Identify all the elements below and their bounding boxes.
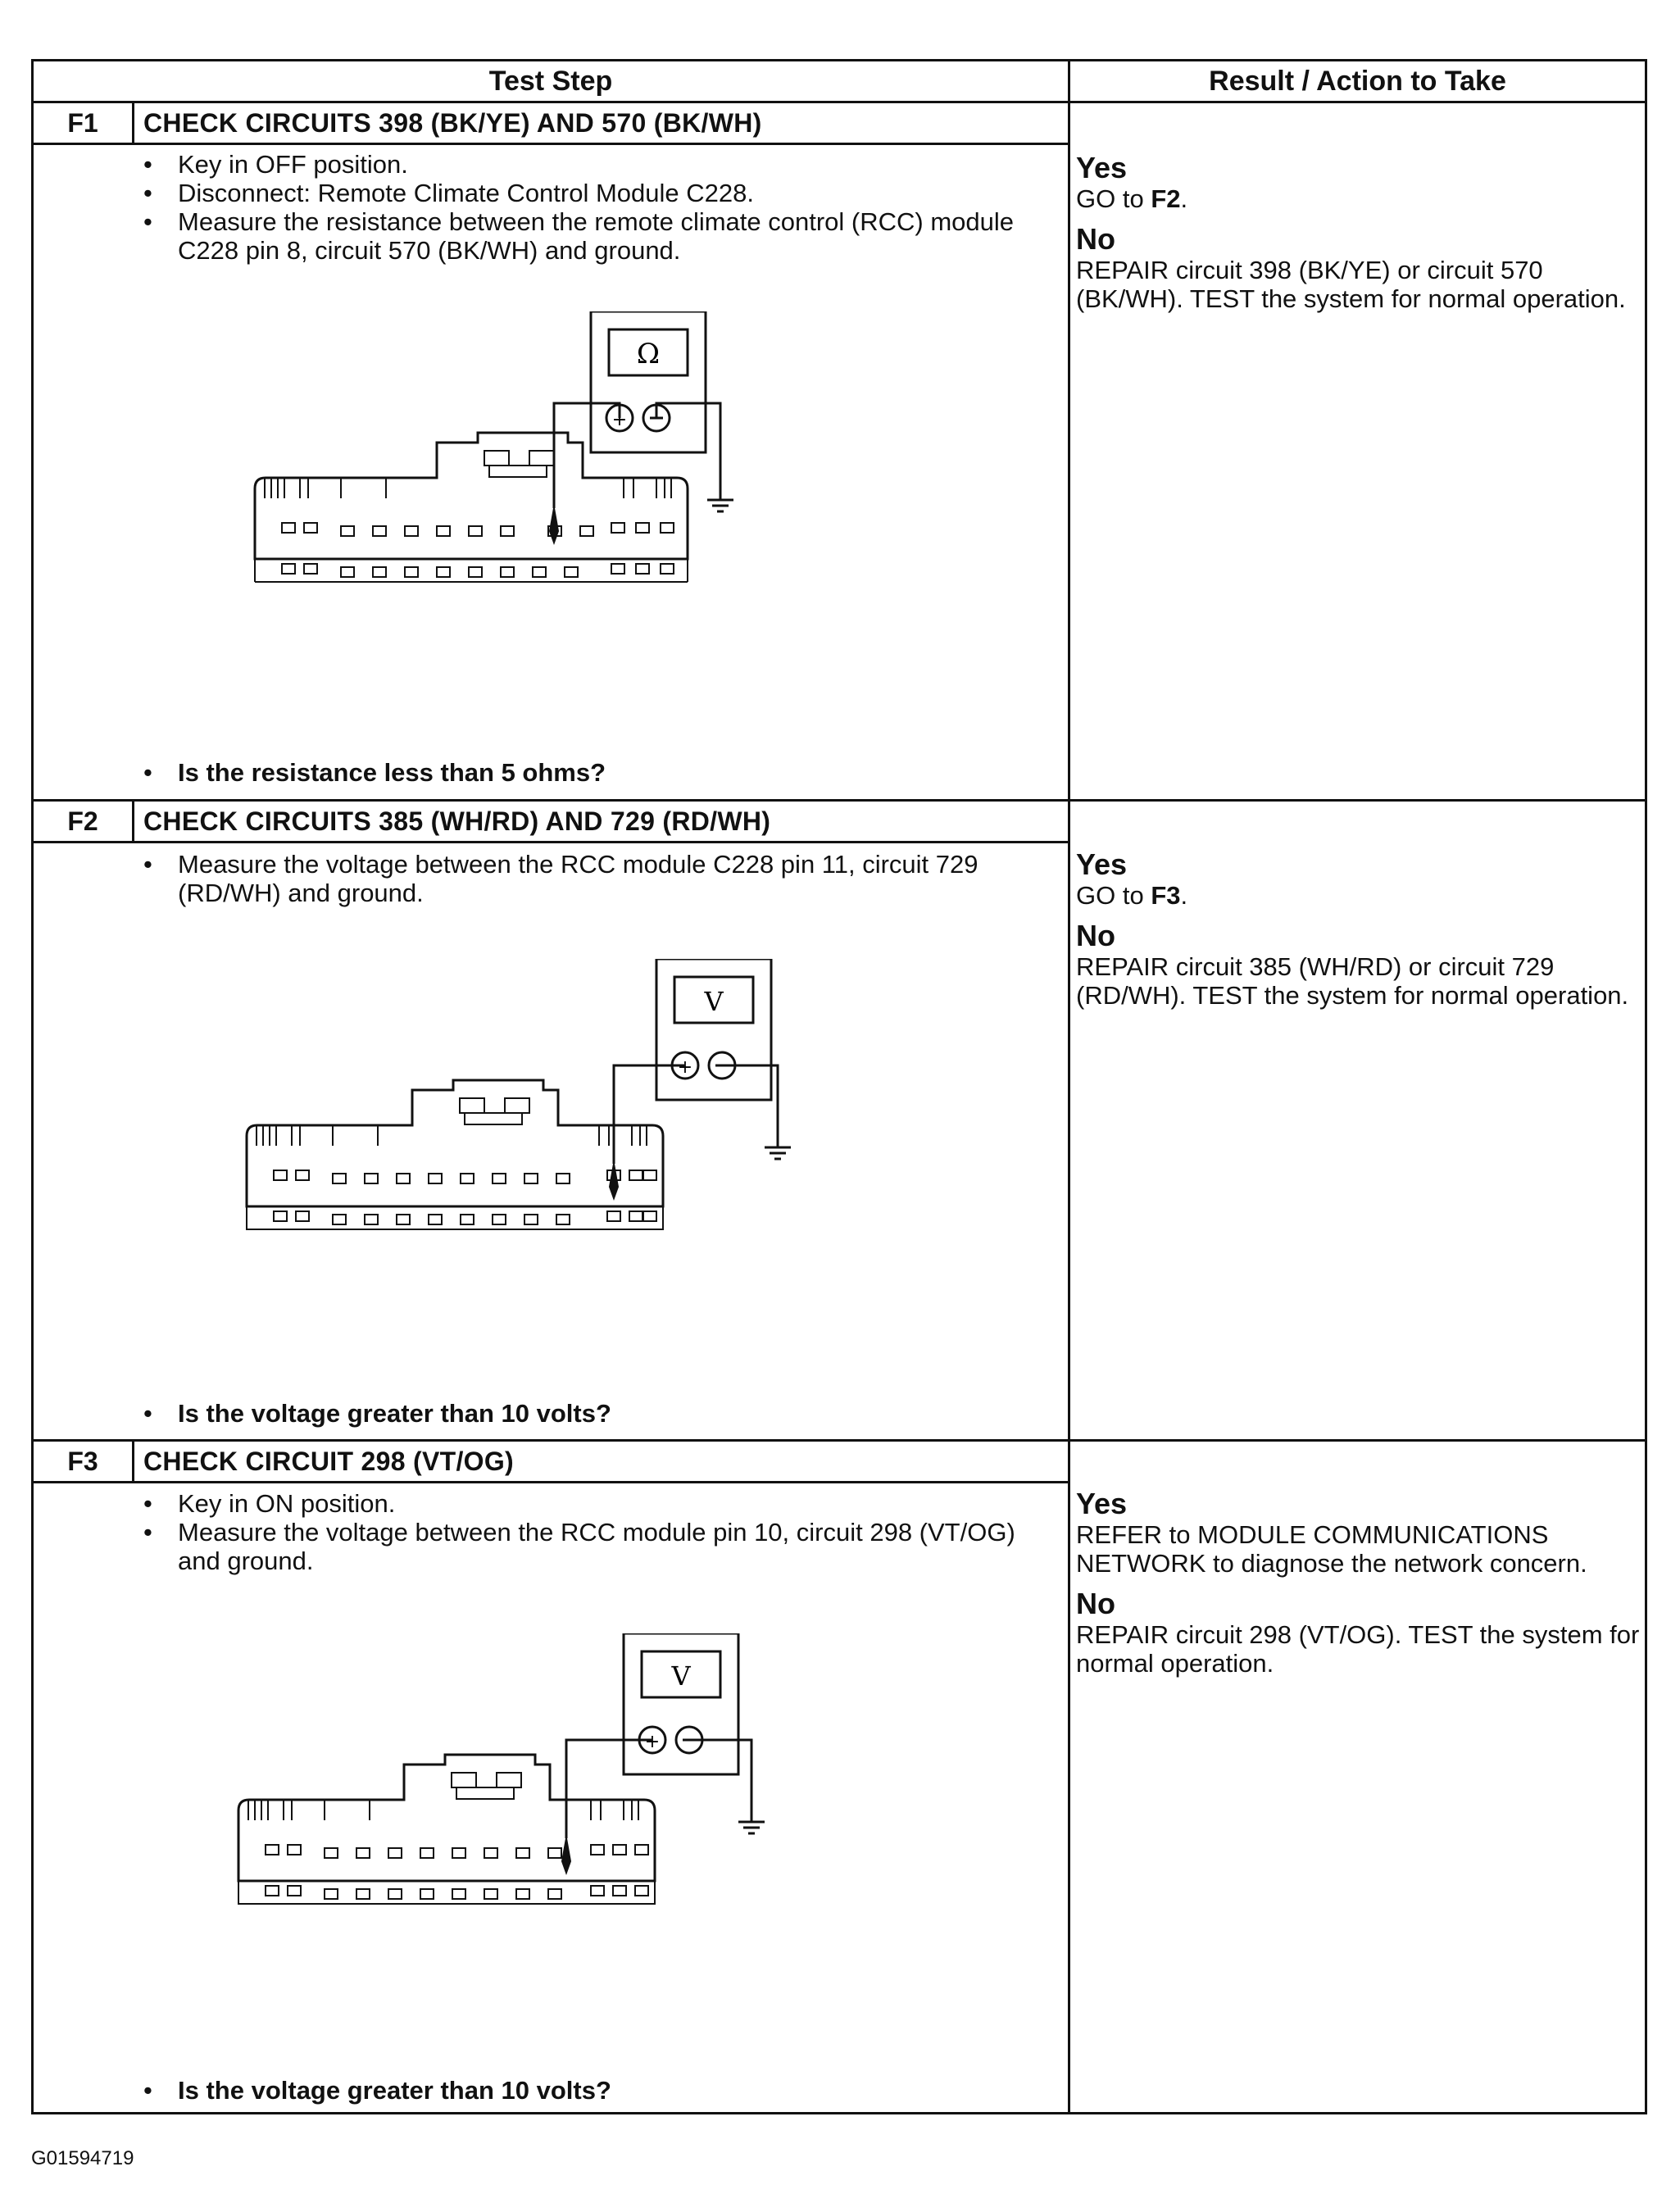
step-title-f2: CHECK CIRCUITS 385 (WH/RD) AND 729 (RD/WH) [143,806,771,836]
result-yes-label: Yes [1076,151,1128,184]
step-bullet: • Key in ON position. [138,1489,1015,1518]
svg-text:+: + [611,410,628,430]
step-bullet: • Measure the resistance between the remote climate control (RCC) module C228 pin 8, circuit 570 (BK/WH) and ground. [138,207,1015,265]
step-bullet: • Key in OFF position. [138,150,1015,179]
result-no-text: REPAIR circuit 385 (WH/RD) or circuit 729 (RD/WH). TEST the system for normal operation. [1076,952,1629,1010]
step-title-divider [34,841,1068,843]
step-id-divider [132,1442,134,1481]
result-yes-text: REFER to MODULE COMMUNICATIONS NETWORK to diagnose the network concern. [1076,1520,1587,1578]
step-bullets-f3 [138,1489,1015,1575]
result-f2 [1076,848,1650,1010]
diagnostic-table [31,59,1647,2114]
step-question-f3: • Is the voltage greater than 10 volts? [138,2076,611,2105]
result-no-label: No [1076,222,1115,256]
column-divider [1068,61,1070,2112]
meter-symbol-volt: V [704,986,724,1017]
step-bullets-f2 [138,850,1015,907]
result-yes-text: GO to F2. [1076,184,1188,213]
result-yes-label: Yes [1076,847,1128,881]
result-f3 [1076,1488,1650,1678]
svg-text:+: + [644,1732,661,1752]
meter-symbol-ohm: Ω [636,338,661,370]
header-result-action: Result / Action to Take [1209,65,1506,97]
ground-icon [738,1822,765,1833]
step-bullet: • Disconnect: Remote Climate Control Module C228. [138,179,1015,207]
step-title-divider [34,1481,1068,1483]
ground-icon [707,500,733,511]
step-question-f2: • Is the voltage greater than 10 volts? [138,1399,611,1428]
result-yes-label: Yes [1076,1487,1128,1520]
result-no-text: REPAIR circuit 398 (BK/YE) or circuit 570 (BK/WH). TEST the system for normal operation. [1076,256,1626,313]
step-title-f1: CHECK CIRCUITS 398 (BK/YE) AND 570 (BK/WH) [143,107,762,138]
svg-text:+: + [677,1057,693,1078]
voltmeter-connector-diagram-f3 [189,1633,812,1912]
step-question-f1: • Is the resistance less than 5 ohms? [138,758,606,788]
step-id-f2: F2 [67,806,98,836]
step-title-divider [34,143,1068,145]
step-id-divider [132,103,134,143]
ground-icon [765,1147,791,1159]
step-id-divider [132,802,134,841]
header-test-step: Test Step [488,65,613,97]
step-bullets-f1 [138,150,1015,265]
voltmeter-connector-diagram-f2 [198,959,820,1238]
step-bullet: • Measure the voltage between the RCC module pin 10, circuit 298 (VT/OG) and ground. [138,1518,1015,1575]
figure-code: G01594719 [31,2147,134,2169]
step-title-f3: CHECK CIRCUIT 298 (VT/OG) [143,1446,514,1476]
result-no-text: REPAIR circuit 298 (VT/OG). TEST the system for normal operation. [1076,1620,1640,1678]
result-no-label: No [1076,919,1115,952]
result-no-label: No [1076,1587,1115,1620]
step-id-f1: F1 [67,107,98,138]
step-bullet: • Measure the voltage between the RCC module C228 pin 11, circuit 729 (RD/WH) and ground. [138,850,1015,907]
ohmmeter-connector-diagram-f1 [230,311,788,590]
meter-symbol-volt: V [671,1660,691,1692]
result-f1 [1076,152,1650,313]
result-yes-text: GO to F3. [1076,881,1188,910]
step-id-f3: F3 [67,1446,98,1476]
